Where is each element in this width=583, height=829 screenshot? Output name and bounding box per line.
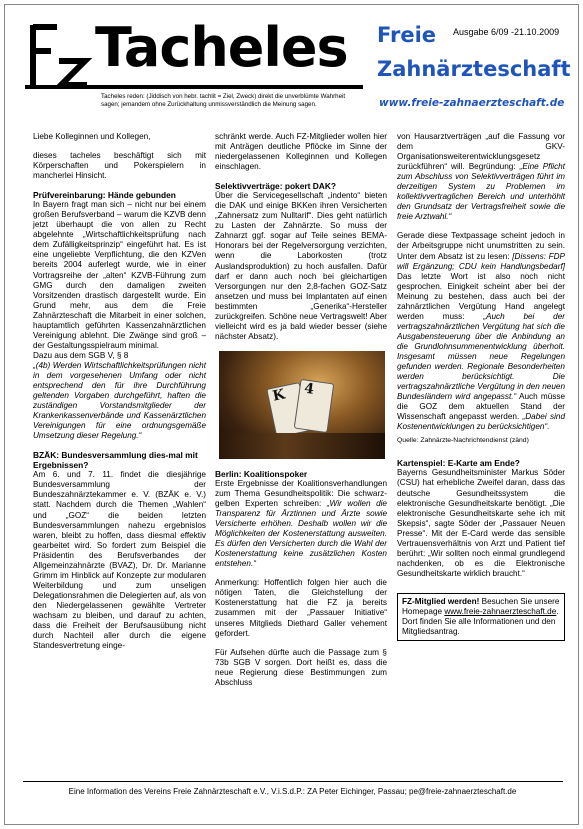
text-run: von Hausarztverträgen „auf die Fassung vor dem GKV-Organisationsweiterentwicklungsgesetz zurückführen“ will. Begründung: [397, 132, 565, 172]
footer-divider [23, 781, 563, 782]
article-text: Über die Servicegesellschaft „indento“ bieten die DAK und einige BKKen ihren Versicherten „Zahnersatz zum Nulltarif“. Dies geht natürlich zu Lasten der Zahnärzte. So muss der Zahnarzt ggf. sogar auf Teile seines BEMA-Honorars bei der Regelversorgung verzichten, wenn die Laborkosten (trotz Auslandsproduktion) zu hoch ausfallen. Dafür darf er dann auch noch bei gleichartigen Versorgungen nur den 2,8-fachen GOZ-Satz ansetzen und muss bei Implantaten auf einen bestimmten „Generika“-Hersteller zurückgreifen. Schöne neue Vertragswelt! Aber vielleicht wird es ja bald wieder besser (siehe nächster Absatz). [215, 191, 387, 341]
heading-pruefvereinbarung: Prüfvereinbarung: Hände gebunden [33, 190, 176, 201]
article-text: Am 6. und 7. 11. findet die diesjährige Bundesversammlung der Bundeszahnärztekammer e. V. (BZÄK e. V.) statt. Nachdem durch die Themen „Wahlen“ und „GOZ“ die beiden letzten Bundesversammlungen nahezu ergebnislos waren, bleibt zu hoffen, dass diesmal effektiv gearbeitet wird. So fordert zum Beispiel die Präsidentin des Berufsverbandes der Allgemeinzahnärzte (BVAZ), Dr. Dr. Marianne Grimm im Hinblick auf Konzepte zur modularen Weiterbildung und zum unseligen Delegationsrahmen die Delegierten auf, als von den Niedergelassenen gewählte Vertreter wachsam zu bleiben, und darauf zu achten, dass die Freiheit der Berufsausübung nicht durch Nachteil aller durch die eigene Standesvertretung einge- [33, 470, 206, 651]
heading-kartenspiel: Kartenspiel: E-Karte am Ende? [397, 458, 520, 469]
heading-bzaek: BZÄK: Bundesversammlung dies-mal mit Ergebnissen? [33, 450, 198, 471]
membership-box [397, 593, 565, 641]
greeting: Liebe Kolleginnen und Kollegen, [33, 132, 151, 141]
footer-imprint: Eine Information des Vereins Freie Zahnärzteschaft e.V., V.i.S.d.P.: ZA Peter Eichinger, Passau; pe@freie-zahnaerzteschaft.de [68, 787, 517, 796]
article-text: Dazu aus dem SGB V, § 8 [33, 350, 129, 360]
text-run: Erste Ergebnisse der Koalitionsverhandlungen zum Thema Gesundheitspolitik: Die schwarz-gelben Experten schreiben: [215, 478, 387, 508]
playing-card-icon: 4 [294, 379, 335, 433]
fz-logo-icon [27, 21, 93, 91]
website-link[interactable]: www.freie-zahnaerzteschaft.de [379, 97, 565, 109]
quote-text: „Dabei sind Kostenentwicklungen zu berücksichtigen“. [397, 412, 565, 432]
article-text: schränkt werde. Auch FZ-Mitglieder wollen hier mit Anträgen deutliche Pflöcke im Sinne der niedergelassenen Kolleginnen und Kollegen einschlagen. [215, 132, 387, 172]
text-run: Gerade diese Textpassage scheint jedoch in der Arbeitsgruppe nicht unumstritten zu sein. Unter dem Absatz ist zu lesen: [397, 231, 565, 261]
article-text [397, 132, 565, 222]
article-text: In Bayern fragt man sich – nicht nur bei einem großen Berufsverband – warum die KZVB denn jetzt überhaupt die von allen zu Recht abgelehnte „Wirtschaftlichkeitsprüfung nach dem Zufälligkeitsprinzip“ eingeführt hat. Es ist eine ungeliebte Verpflichtung, die den KZVen bereits 2004 auferlegt wurde, wie in einer Vortragsreihe der „alten“ KZVB-Führung zum GMG durch den damaligen zweiten Vorsitzenden drastisch dargestellt wurde. Ein Grund mehr, aus dem die Freie Zahnärzteschaft die Mitarbeit in einer solchen, hauptamtlich geführten Kassenzahnärztlichen Vereinigung ablehnt. Die Zwänge sind groß – der Gestaltungsspielraum minimal. [33, 200, 206, 350]
text-run: Auch müsse die GOZ dem aktuellen Stand der Wissenschaft angepasst werden. [397, 392, 565, 422]
heading-koalitionspoker: Berlin: Koalitionspoker [215, 468, 308, 479]
poker-table [219, 433, 385, 459]
tagline: Tacheles reden: (Jiddisch von hebr. tachlit = Ziel, Zweck) direkt die unverblümte Wahrheit sagen; jemandem ohne Zurückhaltung unmissverständlich die Meinung sagen. [101, 93, 346, 108]
logo-underline [25, 85, 363, 89]
article-text: Anmerkung: Hoffentlich folgen hier auch die nötigen Taten, die Gleichstellung der Kostenerstattung hat die FZ ja bereits zusammen mit der „Passauer Initiative“ unseres Mitglieds Diethard Galler vehement gefordert. [215, 578, 387, 638]
text-run: . Dort finden Sie alle Informationen und den Mitgliedsantrag. [402, 606, 559, 636]
quote-text: „(4b) Werden Wirtschaftlichkeitsprüfungen nicht in dem vorgesehenen Umfang oder nicht entsprechend den für ihre Durchführung geltenden Vorgaben durchgeführt, haften die zuständigen Vorstandsmitglieder der Krankenkassenverbände und Kassenärztlichen Vereinigungen für eine ordnungsgemäße Umsetzung dieser Regelung.“ [33, 360, 206, 441]
heading-selektivvertraege: Selektivverträge: pokert DAK? [215, 181, 337, 192]
article-text: Bayerns Gesundheitsminister Markus Söder (CSU) hat erhebliche Zweifel daran, dass das deutsche Gesundheitssystem die elektronische Gesundheitskarte benötigt. „Die elektronische Gesundheitskarte sehe ich mit Skepsis“, sagte Söder der „Passauer Neuen Presse“. Mit der E-Card werde das sensible Vertrauensverhältnis von Arzt und Patient tief berührt: „Wir sollten noch einmal grundlegend nachdenken, ob es die Elektronische Gesundheitskarte wirklich braucht.“ [397, 468, 565, 578]
column-1 [33, 132, 206, 651]
newsletter-page [4, 4, 579, 825]
intro-text: dieses tacheles beschäftigt sich mit Körperschaften und Pokerspielern in mancherlei Hinsicht. [33, 151, 206, 181]
article-text [397, 231, 565, 432]
column-2 [215, 132, 387, 688]
quote-text: „Auch bei der vertragszahnärztlichen Vergütung hat sich die Ausgabensteuerung über die Anbindung an die Grundlohnsummenentwicklung überholt. Insgesamt müssen neue Regelungen gefunden werden. Regionale Besonderheiten werden berücksichtigt. Die vertragszahnärztliche Vergütung in den neuen Bundesländern wird angepasst.“ [397, 311, 565, 402]
text-run: Besuchen Sie unsere Homepage [402, 596, 560, 616]
masthead [5, 5, 579, 125]
source-note: Quelle: Zahnärzte-Nachrichtendienst (zänd) [397, 437, 529, 445]
quote-text: „Wir wollen die Transparenz für Ärztinnen und Ärzte sowie Versicherte erhöhen. Deshalb wollen wir die Möglichkeiten der Kostenerstattung ausweiten. Es dürfen den Versicherten durch die Wahl der Kostenerstattung keine zusätzlichen Kosten entstehen.“ [215, 498, 387, 569]
brand-line-2: Zahnärzteschaft [377, 57, 571, 81]
issue-label: Ausgabe 6/09 -21.10.2009 [453, 27, 560, 37]
brand-line-1: Freie [377, 23, 437, 47]
article-text [215, 479, 387, 569]
article-text: Für Aufsehen dürfte auch die Passage zum § 73b SGB V sorgen. Dort heißt es, dass die neue Regierung diese Bestimmungen zum Abschluss [215, 647, 387, 687]
column-3 [397, 132, 565, 641]
logo-title: Tacheles [95, 16, 348, 79]
text-run: Das letzte Wort ist also noch nicht gesprochen. Einigkeit scheint aber bei der Meinung zu bestehen, dass auch bei der zahnärztlichen Vergütung Hand angelegt werden muss: [397, 271, 565, 321]
playing-card-icon: K [266, 382, 310, 438]
homepage-link[interactable]: www.freie-zahnaerzteschaft.de [444, 606, 557, 616]
membership-heading: FZ-Mitglied werden! [402, 596, 480, 606]
quote-text: [Dissens: FDP will Ergänzung; CDU kein Handlungsbedarf] [397, 251, 566, 271]
quote-text: „Eine Pflicht zum Abschluss von Selektivverträgen führt im derzeitigen System zu Problemen im kollektivvertraglichen Bereich und unterhöhlt den Grundsatz der Vertragsfreiheit sowie die freie Arztwahl.“ [397, 162, 566, 222]
poker-photo [219, 351, 385, 459]
